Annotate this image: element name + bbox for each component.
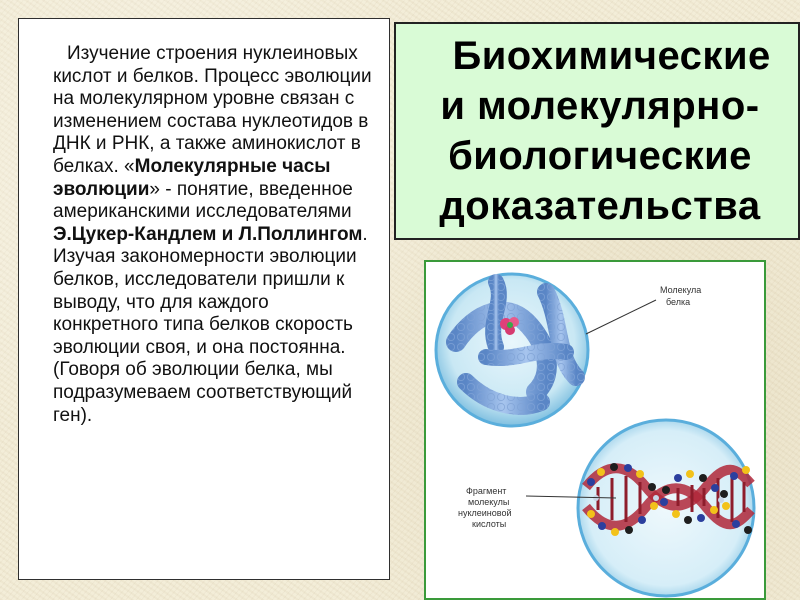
body-text — [53, 43, 375, 427]
label-na-line3: нуклеиновой — [458, 508, 512, 518]
nucleic-acid-image — [526, 420, 754, 596]
body-text-part-1: Изучение строения нуклеиновых кислот и белков. Процесс эволюции на молекулярном уровне связан с изменением состава нуклеотидов в ДНК и РНК, а также аминокислот в белках. « — [53, 43, 372, 177]
body-text-part-2: » - понятие, введенное американскими исследователями — [53, 178, 353, 223]
slide-title: Биохимические и молекулярно- биологические доказательства — [439, 34, 771, 228]
label-na-line2: молекулы — [468, 497, 510, 507]
authors-names: Э.Цукер-Кандлем и Л.Поллингом — [53, 223, 363, 245]
label-protein-line2: белка — [666, 297, 691, 307]
label-na-line4: кислоты — [472, 519, 507, 529]
label-protein-line1: Молекула — [660, 285, 702, 295]
body-text-box — [18, 18, 390, 580]
protein-molecule-image — [436, 274, 656, 426]
figure-frame — [424, 260, 766, 600]
label-na-line1: Фрагмент — [466, 486, 507, 496]
molecules-illustration — [426, 262, 764, 598]
title-box — [394, 22, 800, 240]
term-molecular-clock: Молекулярные часы эволюции — [53, 155, 331, 200]
body-text-part-3: . Изучая закономерности эволюции белков, исследователи пришли к выводу, что для каждого конкретного типа белков скорость эволюции своя, и она постоянна. (Говоря об эволюции белка, мы подразумеваем соответствующий ген). — [53, 223, 368, 426]
